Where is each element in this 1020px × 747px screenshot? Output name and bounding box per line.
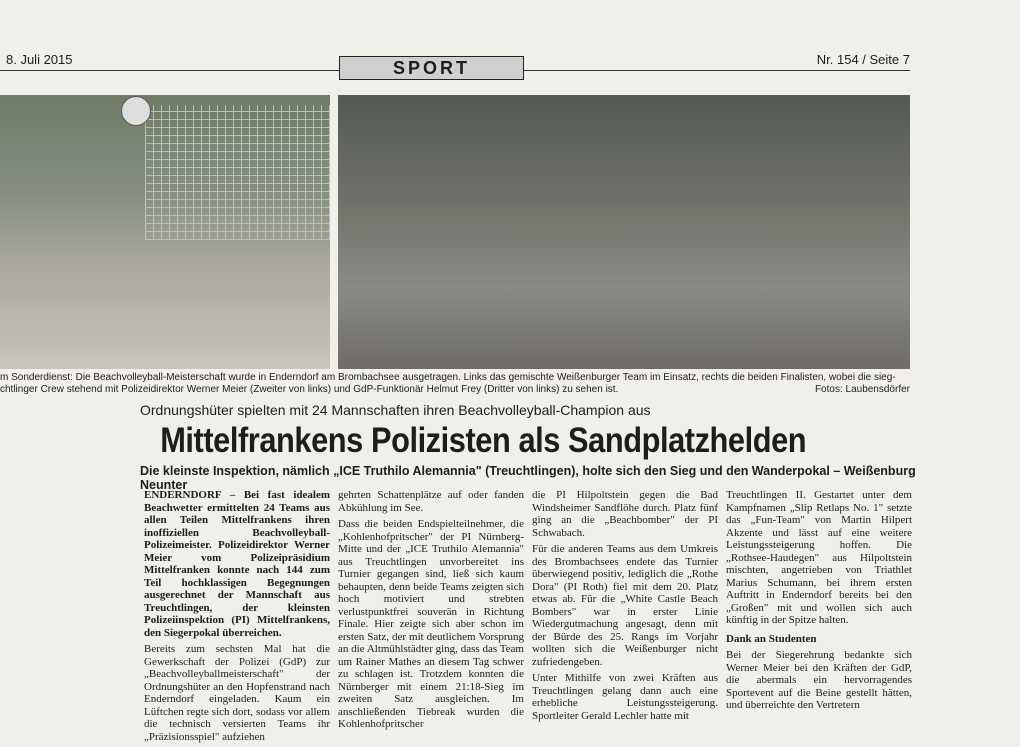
- article-paragraph: die PI Hilpoltstein gegen die Bad Windsheimer Sandflöhe durch. Platz fünf ging an die „Beachbomber" der PI Schwabach.: [532, 489, 718, 539]
- article-headline: Mittelfrankens Polizisten als Sandplatzhelden: [160, 421, 807, 460]
- article-subtitle: Dank an Studenten: [726, 632, 817, 645]
- article-paragraph: Für die anderen Teams aus dem Umkreis des Brombachsees endete das Turnier überwiegend positiv, lediglich die „Rothe Dora" (PI Roth) fiel mit dem 20. Platz etwas ab. Für die „White Castle Beach Bombers" war in erster Linie Wiedergutmachung angesagt, denn mit der Bürde des 25. Rangs im Vorjahr wollten sich die Weißenburger nicht zufriedengeben.: [532, 543, 718, 668]
- article-paragraph: Bei der Siegerehrung bedankte sich Werner Meier bei den Kräften der GdP, die abermals ein hervorragendes Sportevent auf die Beine gestellt hätten, und überreichte den Vertretern: [726, 649, 912, 711]
- article-paragraph: Bereits zum sechsten Mal hat die Gewerkschaft der Polizei (GdP) zur „Beachvolleyballmeisterschaft" der Ordnungshüter an den Hopfenstrand nach Enderndorf eingeladen. Kaum ein Lüftchen regte sich dort, sodass vor allem die technisch versierten Teams ihr „Präzisionsspiel" aufziehen: [144, 643, 330, 743]
- article-kicker: Ordnungshüter spielten mit 24 Mannschaften ihren Beachvolleyball-Champion aus: [140, 402, 651, 418]
- photo-caption: [0, 372, 912, 396]
- issue-date: 8. Juli 2015: [6, 52, 73, 67]
- caption-line-2: chtlinger Crew stehend mit Polizeidirektor Werner Meier (Zweiter von links) und GdP-Funktionär Helmut Frey (Dritter von links) zu sehen ist.: [0, 384, 619, 395]
- volleyball-icon: [121, 96, 151, 126]
- article-paragraph: gehrten Schattenplätze auf oder fanden Abkühlung im See.: [338, 489, 524, 514]
- volleyball-net: [145, 105, 330, 240]
- article-paragraph: Treuchtlingen II. Gestartet unter dem Kampfnamen „Slip Retlaps No. 1" setzte das „Fun-Team" von Martin Hilpert Akzente und lässt auf eine weitere Leistungssteigerung hoffen. Die „Rothsee-Haudegen" aus Hilpoltstein mischten, angetrieben von Triathlet Marius Schumann, bei ihrem ersten Auftritt in Enderndorf bereits bei den „Großen" mit und wollen sich auch künftig in der Spitze halten.: [726, 489, 912, 626]
- photo-credits: Fotos: Laubensdörfer: [814, 384, 910, 395]
- article-column-3: [532, 489, 718, 726]
- article-subhead: Die kleinste Inspektion, nämlich „ICE Truthilo Alemannia" (Treuchtlingen), holte sich den Sieg und den Wanderpokal – Weißenburg Neunter: [140, 464, 916, 492]
- section-label: SPORT: [339, 56, 524, 80]
- article-paragraph: Dass die beiden Endspielteilnehmer, die „Kohlenhofpritscher" der PI Nürnberg-Mitte und der „ICE Truthilo Alemannia" aus Treuchtlingen unvorbereitet ins Turnier gegangen sind, ließ sich kaum behaupten, denn beide Teams zeigten sich hoch motiviert und strebten verlustpunktfrei souverän in Richtung Finale. Hier zeigte sich aber schon im ersten Satz, der mit deutlichem Vorsprung an die Altmühlstädter ging, dass das Team um Rainer Mathes an diesem Tag schwer zu schlagen ist. Trotzdem konnten die Nürnberger mit einem 21:18-Sieg im zweiten Satz ausgleichen. Im anschließenden Tiebreak wurden die Kohlenhofpritscher: [338, 518, 524, 730]
- article-lead: ENDERNDORF – Bei fast idealem Beachwetter ermittelten 24 Teams aus allen Teilen Mittelfrankens ihren inoffiziellen Beachvolleyball-Polizeimeister. Polizeidirektor Werner Meier vom Polizeipräsidium Mittelfranken konnte nach 144 zum Teil hochklassigen Begegnungen ausgerechnet der Mannschaft aus Treuchtlingen, der kleinsten Polizeiinspektion (PI) Mittelfrankens, den Siegerpokal überreichen.: [144, 489, 330, 639]
- article-paragraph: Unter Mithilfe von zwei Kräften aus Treuchtlingen gelang dann auch eine erhebliche Leistungssteigerung. Sportleiter Gerald Lechler hatte mit: [532, 672, 718, 722]
- team-group-photo: [338, 95, 910, 369]
- page-number: Nr. 154 / Seite 7: [816, 52, 910, 67]
- caption-line-1: m Sonderdienst: Die Beachvolleyball-Meisterschaft wurde in Enderndorf am Brombachsee ausgetragen. Links das gemischte Weißenburger Team im Einsatz, rechts die beiden Finalisten, wobei die sieg-: [0, 372, 896, 383]
- article-column-2: [338, 489, 524, 735]
- article-column-1: [144, 489, 330, 747]
- article-column-4: [726, 489, 912, 716]
